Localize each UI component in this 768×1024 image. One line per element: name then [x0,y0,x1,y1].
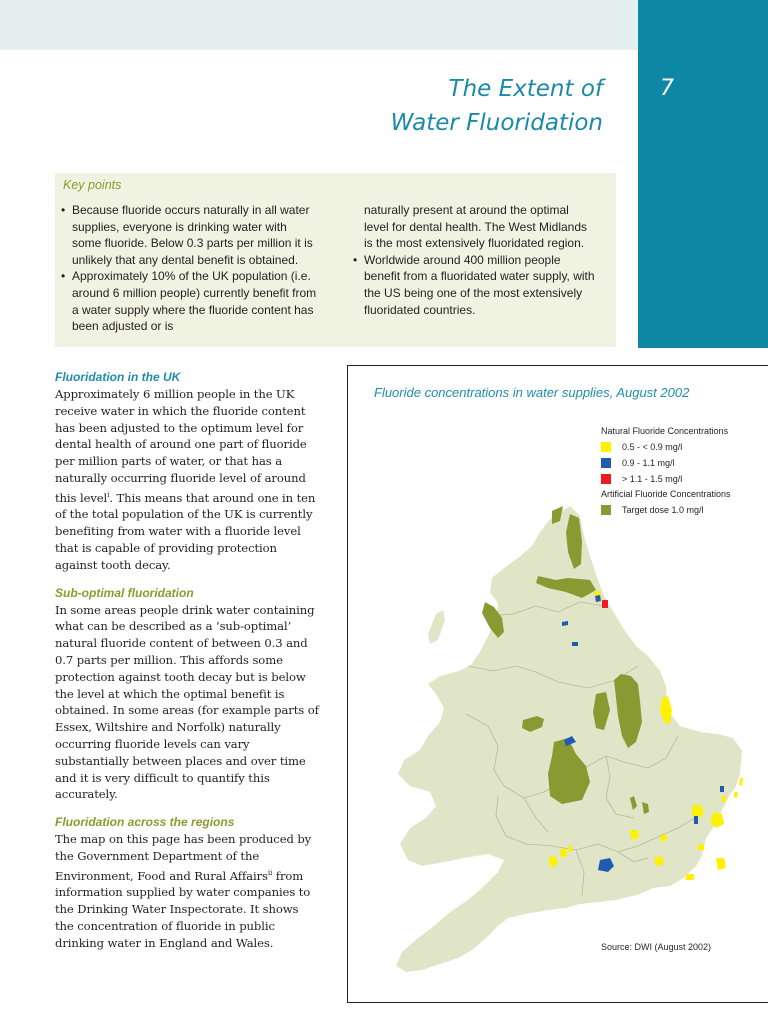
legend-heading-artificial: Artificial Fluoride Concentrations [601,489,731,499]
legend-label: 0.9 - 1.1 mg/l [622,458,675,468]
map-legend [601,424,731,518]
chapter-tab [638,0,768,348]
map-figure [347,365,768,1003]
section-heading-fluoridation-uk: Fluoridation in the UK [55,370,181,384]
key-points-title: Key points [63,178,122,192]
key-point: • Because fluoride occurs naturally in all water supplies, everyone is drinking water with some fluoride. Below 0.3 parts per million it is unlikely that any dental benefit is obtained. [61,202,319,268]
key-points-box [55,173,616,347]
body-text-column [55,369,320,963]
section-body-sub-optimal: In some areas people drink water containing what can be described as a ‘sub-optimal’ natural fluoride content of between 0.3 and 0.7 parts per million. This affords some protection against tooth decay but is below the level at which the optimal benefit is obtained. In some areas (for example parts of Essex, Wiltshire and Norfolk) naturally occurring fluoride levels can vary substantially between places and over time and it is very difficult to quantify this accurately. [55,602,319,802]
section-body-fluoridation-uk [55,386,320,574]
legend-swatch-blue [601,458,611,468]
body-text: from information supplied by water companies to the Drinking Water Inspectorate. It shows the concentration of fluoride in public drinking water in England and Wales. [55,868,311,950]
key-point-continued: naturally present at around the optimal level for dental health. The West Midlands is the most extensively fluoridated region. [364,203,588,251]
legend-label: 0.5 - < 0.9 mg/l [622,442,683,452]
map-title: Fluoride concentrations in water supplies, August 2002 [374,385,690,400]
key-point: • Worldwide around 400 million people benefit from a fluoridated water supply, with the US being one of the most extensively fluoridated countries. [353,252,595,318]
legend-swatch-yellow [601,442,611,452]
footnote-ref: i [107,490,110,499]
section-heading-sub-optimal: Sub-optimal fluoridation [55,585,194,600]
header-band [0,0,638,50]
page-number: 7 [660,76,674,101]
isle-of-man-land [428,610,445,644]
legend-label: Target dose 1.0 mg/l [622,505,704,515]
key-points-column-2 [353,202,595,318]
legend-item [601,502,731,518]
body-text: The map on this page has been produced by the Government Department of the Environment, Food and Rural Affairs [55,832,312,883]
legend-label: > 1.1 - 1.5 mg/l [622,474,683,484]
page-title [391,72,603,140]
legend-item [601,455,731,471]
key-points-column-1 [61,202,319,335]
legend-item [601,471,731,487]
key-point: • Approximately 10% of the UK population (i.e. around 6 million people) currently benefit from a water supply where the fluoride content has been adjusted or is [61,268,319,334]
legend-swatch-red [601,474,611,484]
legend-heading-natural: Natural Fluoride Concentrations [601,426,729,436]
body-text: Approximately 6 million people in the UK receive water in which the fluoride content has been adjusted to the optimum level for dental health of around one part of fluoride per million parts of water, or that has a naturally occurring fluoride level of around this level [55,387,307,505]
legend-swatch-green [601,505,611,515]
body-text: . This means that around one in ten of the total population of the UK is currently benefiting from water with a fluoride level that is capable of providing protection against tooth decay. [55,490,316,572]
section-body-regions [55,831,320,951]
page-title-line-1: The Extent of [448,76,603,102]
map-source: Source: DWI (August 2002) [601,942,712,952]
section-heading-regions: Fluoridation across the regions [55,815,235,830]
legend-item [601,439,731,455]
page-title-line-2: Water Fluoridation [390,110,603,136]
footnote-ref: ii [267,868,273,877]
